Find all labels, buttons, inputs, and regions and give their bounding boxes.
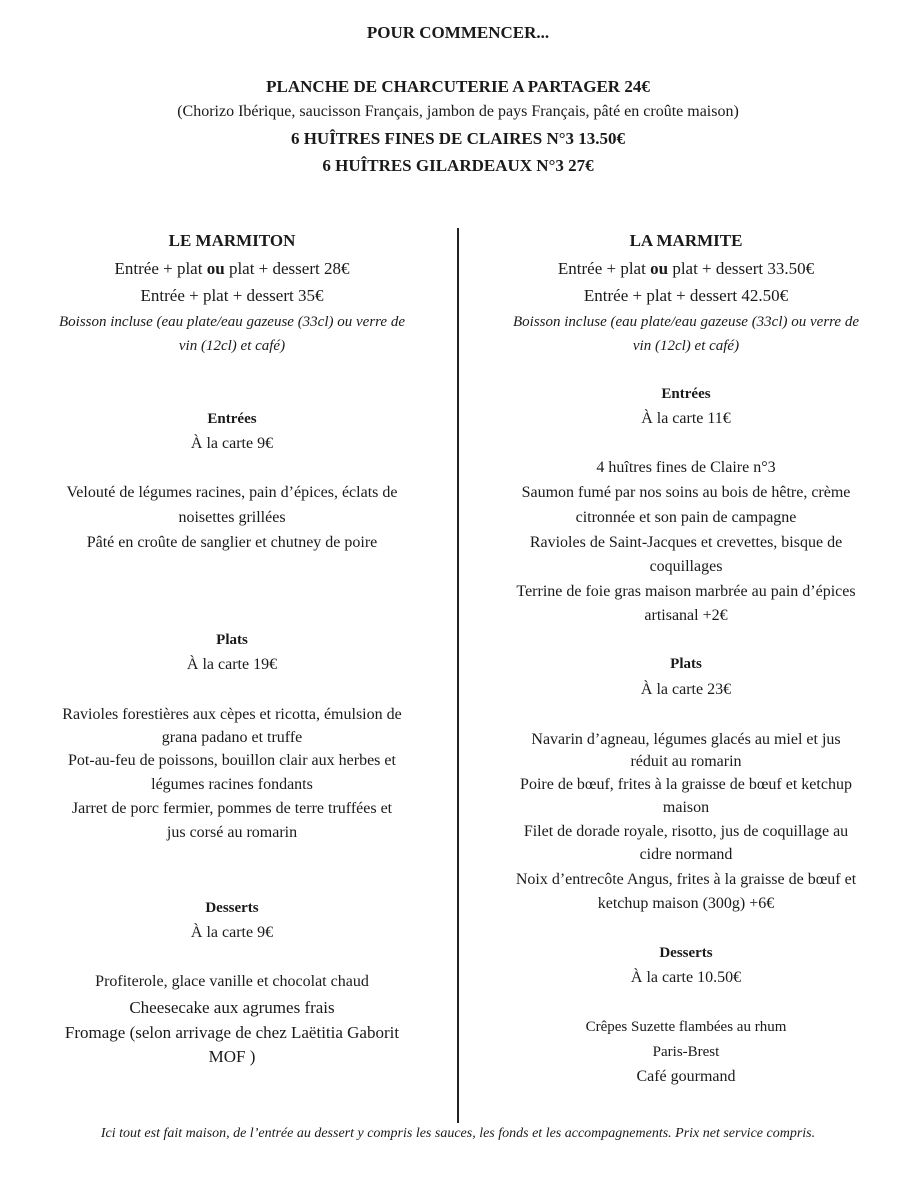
plat-item: jus corsé au romarin [166, 824, 298, 841]
plat-item: Pot-au-feu de poissons, bouillon clair aux herbes et [68, 752, 396, 769]
formula-part: Entrée + plat [114, 259, 207, 278]
formula-or: ou [650, 259, 669, 278]
formula-part: plat + dessert 28€ [224, 259, 350, 278]
plat-item: Poire de bœuf, frites à la graisse de bœuf et ketchup [520, 776, 852, 793]
charcuterie-detail: (Chorizo Ibérique, saucisson Français, jambon de pays Français, pâté en croûte maison) [177, 103, 739, 120]
plat-item: maison [662, 799, 710, 816]
charcuterie-board: PLANCHE DE CHARCUTERIE A PARTAGER 24€ [266, 77, 650, 96]
entrees-heading: Entrées [207, 411, 257, 427]
formula-three-courses: Entrée + plat + dessert 35€ [140, 286, 324, 305]
dessert-item: Paris-Brest [652, 1044, 720, 1060]
drinks-note: vin (12cl) et café) [178, 338, 286, 354]
dessert-item: Profiterole, glace vanille et chocolat chaud [95, 973, 369, 990]
dessert-item: Crêpes Suzette flambées au rhum [585, 1019, 787, 1035]
formula-three-courses: Entrée + plat + dessert 42.50€ [583, 286, 789, 305]
plat-item: Jarret de porc fermier, pommes de terre truffées et [71, 800, 393, 817]
entrees-heading: Entrées [661, 386, 711, 402]
entree-item: artisanal +2€ [644, 607, 728, 624]
plats-heading: Plats [670, 656, 702, 672]
plat-item: ketchup maison (300g) +6€ [597, 895, 775, 912]
plat-item: Filet de dorade royale, risotto, jus de coquillage au [523, 823, 849, 840]
oysters-gilardeaux: 6 HUÎTRES GILARDEAUX N°3 27€ [322, 156, 594, 175]
plat-item: grana padano et truffe [161, 729, 303, 746]
drinks-note: Boisson incluse (eau plate/eau gazeuse (33cl) ou verre de [512, 314, 860, 330]
formula-or: ou [206, 259, 225, 278]
entree-item: Pâté en croûte de sanglier et chutney de poire [86, 534, 378, 551]
entree-item: Velouté de légumes racines, pain d’épices, éclats de [66, 484, 398, 501]
menu-title: LE MARMITON [168, 231, 296, 250]
dessert-item: Fromage (selon arrivage de chez Laëtitia Gaborit [64, 1023, 400, 1042]
formula-two-courses [27, 259, 437, 279]
desserts-price: À la carte 10.50€ [630, 969, 742, 986]
plat-item: Noix d’entrecôte Angus, frites à la graisse de bœuf et [515, 871, 857, 888]
entree-item: coquillages [649, 558, 723, 575]
plats-price: À la carte 23€ [640, 681, 732, 698]
desserts-heading: Desserts [659, 945, 713, 961]
drinks-note: Boisson incluse (eau plate/eau gazeuse (33cl) ou verre de [58, 314, 406, 330]
formula-part: plat + dessert 33.50€ [668, 259, 815, 278]
entree-item: Ravioles de Saint-Jacques et crevettes, bisque de [529, 534, 843, 551]
entree-item: Saumon fumé par nos soins au bois de hêtre, crème [521, 484, 851, 501]
entrees-price: À la carte 11€ [641, 410, 731, 427]
entree-item: citronnée et son pain de campagne [575, 509, 797, 526]
entree-item: noisettes grillées [178, 509, 286, 526]
entrees-price: À la carte 9€ [190, 435, 274, 452]
footer-note: Ici tout est fait maison, de l’entrée au dessert y compris les sauces, les fonds et les accompagnements. Prix net service compris. [100, 1126, 816, 1141]
section-title-pour-commencer: POUR COMMENCER... [366, 23, 550, 42]
plats-price: À la carte 19€ [186, 656, 278, 673]
oysters-claires: 6 HUÎTRES FINES DE CLAIRES N°3 13.50€ [290, 129, 626, 148]
desserts-price: À la carte 9€ [190, 924, 274, 941]
menu-title: LA MARMITE [629, 231, 743, 250]
formula-part: Entrée + plat [557, 259, 651, 278]
column-divider [457, 228, 459, 1123]
entree-item: 4 huîtres fines de Claire n°3 [596, 459, 776, 476]
dessert-item: MOF ) [208, 1047, 256, 1066]
plat-item: cidre normand [639, 846, 733, 863]
formula-two-courses [480, 259, 892, 279]
drinks-note: vin (12cl) et café) [632, 338, 740, 354]
dessert-item: Cheesecake aux agrumes frais [129, 998, 335, 1017]
plat-item: réduit au romarin [630, 753, 742, 770]
plat-item: Navarin d’agneau, légumes glacés au miel et jus [531, 731, 841, 748]
desserts-heading: Desserts [205, 900, 259, 916]
plat-item: Ravioles forestières aux cèpes et ricotta, émulsion de [62, 706, 402, 723]
plats-heading: Plats [216, 632, 248, 648]
plat-item: légumes racines fondants [151, 776, 313, 793]
entree-item: Terrine de foie gras maison marbrée au pain d’épices [516, 583, 856, 600]
dessert-item: Café gourmand [636, 1068, 736, 1085]
